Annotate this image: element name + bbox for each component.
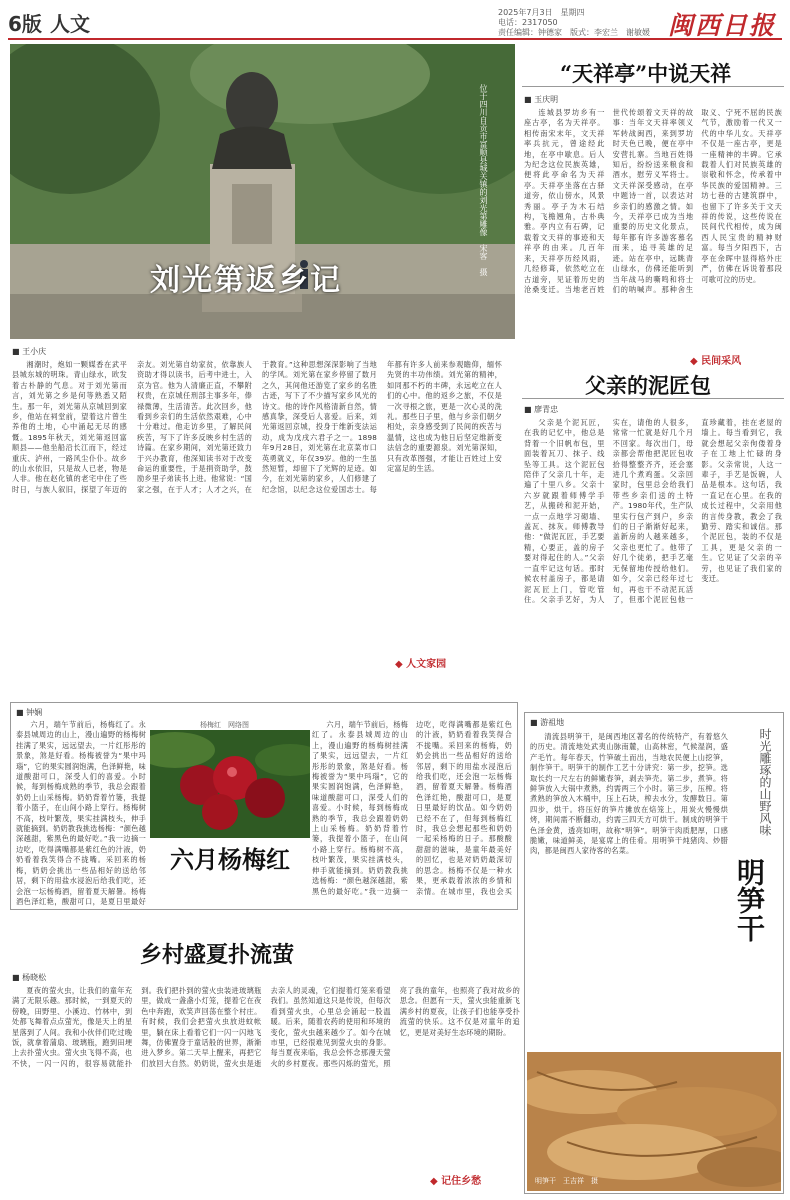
phone-line: 电话：2317050 (498, 18, 558, 27)
date-line: 2025年7月3日 星期四 (498, 8, 585, 17)
article3-text: 父亲是个泥瓦匠，在我的记忆中，他总是背着一个旧帆布包，里面装着瓦刀、抹子、线坠等工具。这个泥匠包陪伴了父亲几十年，走遍了十里八乡。父亲十六岁就跟着师傅学手艺，从搬砖和泥开始，一点一点地学习砌墙、盖瓦、抹灰。师傅教导他：“做泥瓦匠，手艺要精，心要正，盖的房子要对得起住的人。”父亲一直牢记这句话。那时候农村盖房子，都是请泥瓦匠上门，管吃管住。父亲手艺好，为人实在，请他的人很多，常常一忙就是好几个月不回家。每次出门，母亲都会帮他把泥匠包收拾得整整齐齐，还会塞进几个煮鸡蛋。父亲回家时，包里总会给我们带些乡亲们送的土特产。1980年代，生产队里实行包产到户，乡亲们的日子渐渐好起来，盖新房的人越来越多，父亲也更忙了。他带了好几个徒弟，把手艺毫无保留地传授给他们。如今，父亲已经年过七旬，再也干不动泥瓦活了，但那个泥匠包他一直珍藏着，挂在老屋的墙上。每当看到它，我就会想起父亲佝偻着身子在工地上忙碌的身影。父亲常说，人这一辈子，手艺是饭碗，人品是根本。这句话，我一直记在心里。在我的成长过程中，父亲用他的言传身教，教会了我勤劳、踏实和诚信。那个泥匠包，装的不仅是工具，更是父亲的一生。它见证了父亲的辛劳，也见证了我们家的变迁。 (524, 418, 782, 604)
article1-title: 刘光第返乡记 (150, 263, 342, 298)
page-info (498, 8, 650, 38)
article4-byline: ■ 钟娴 (16, 708, 43, 717)
article6-author: 游祖地 (540, 718, 565, 727)
bamboo-shoot-photo (527, 1052, 781, 1191)
article1-author: 王小庆 (22, 347, 47, 356)
article3-title: 父亲的泥匠包 (585, 373, 711, 398)
article2-rule (522, 86, 784, 87)
article1-tag-text: 人文家园 (406, 659, 447, 670)
article3-rule (522, 398, 784, 399)
article4-text-right: 六月，端午节前后，杨梅红了。永泰县城周边的山上，漫山遍野的杨梅树挂满了果实，远远望去，一片红彤彤的景象，煞是好看。杨梅被誉为“果中玛瑙”，它的果实圆润饱满，色泽鲜艳，味道酸甜可口，深受人们的喜爱。小时候，每到杨梅成熟的季节，我总会跟着奶奶上山采杨梅。奶奶背着竹篓，我提着小篮子，在山间小路上穿行。杨梅树不高，枝叶繁茂，果实挂满枝头，伸手就能摘到。奶奶教我挑选杨梅：“颜色越深越甜，紫黑色的最好吃。”我一边摘一边吃，吃得满嘴都是紫红色的汁液，奶奶看着我笑得合不拢嘴。采回来的杨梅，奶奶会挑出一些品相好的送给邻居，剩下的用盐水浸泡后给我们吃，还会泡一坛杨梅酒，留着夏天解暑。杨梅酒色泽红艳，酸甜可口，是夏日里最好的饮品。如今奶奶已经不在了，但每到杨梅红时，我总会想起那些和奶奶一起采杨梅的日子。那酸酸甜甜的滋味，是童年最美好的回忆，也是对奶奶最深切的思念。杨梅不仅是一种水果，更承载着浓浓的乡情和亲情。在城市里，我也会买 (312, 720, 512, 896)
article6-text: 清流县明笋干，是闽西地区著名的传统特产，有着悠久的历史。清流地处武夷山脉南麓，山高林密，气候湿润，盛产毛竹。每年春天，竹笋破土而出，当地农民便上山挖笋，制作笋干。明笋干的制作工艺十分讲究：第一步，挖笋。选取长约一尺左右的鲜嫩春笋，剥去笋壳。第二步，煮笋。将鲜笋放入大锅中煮熟，约需两三个小时。第三步，压榨。将煮熟的笋放入木桶中，压上石块，榨去水分，发酵数日。第四步，烘干。将压好的笋片摊放在焙笼上，用炭火慢慢烘烤，期间需不断翻动，约需三四天方可烘干。制成的明笋干色泽金黄，透亮如明，故称“明笋”。明笋干肉质肥厚，口感脆嫩，味道鲜美，是宴席上的佳肴。用明笋干炖猪肉、炒腊肉，都是闽西人家待客的名菜。 (530, 732, 728, 856)
editor-line: 责任编辑：钟德家 版式：李宏兰 谢敏媛 (498, 28, 650, 37)
article5-title: 乡村盛夏扑流萤 (140, 942, 295, 968)
article2-tag: ◆ 民间采风 (690, 356, 742, 367)
section-name: 人文 (50, 12, 90, 36)
article5-author: 杨晓松 (22, 973, 47, 982)
article6-byline: ■ 游祖地 (530, 718, 565, 727)
article1-text: 湘潮时，炮如一颗媒香在武平县城东城的明珠。青山绿水，欧发着古朴静的气息。对于刘光第而言，刘光第之乡是何等熟悉又陌生。那一年，刘光第从京城回到家乡，他站在祠堂前，望着这片曾生养他的土地，心中涌起无尽的感慨。1895年秋天，刘光第返回富顺县——他坐船沿长江而下，经过重庆、泸州，一路风尘仆仆。故乡的山水依旧，只是故人已老，物是人非。他在赵化镇的老宅中住了些时日，与族人叙旧，探望了年迈的亲友。刘光第自幼家贫，依靠族人资助才得以读书，后考中进士，入京为官。他为人清廉正直，不攀附权贵，在京城任刑部主事多年，俸禄微薄，生活清苦。此次回乡，他看到乡亲们的生活依然艰难，心中十分难过。他走访乡里，了解民间疾苦，写下了许多反映乡村生活的诗篇。在家乡期间，刘光第还致力于兴办教育，他深知读书对于改变命运的重要性，于是捐资助学，鼓励乡里子弟读书上进。他常说：“国家之强，在于人才；人才之兴，在于教育。”这种思想深深影响了当地的学风。刘光第在家乡停留了数月之久，其间他还游览了家乡的名胜古迹，写下了不少描写家乡风光的诗文。他的诗作风格清新自然，情感真挚，深受后人喜爱。后来，刘光第返回京城，投身于维新变法运动，成为戊戌六君子之一。1898年9月28日，刘光第在北京菜市口英勇就义，年仅39岁。他的一生虽然短暂，却留下了光辉的足迹。如今，在刘光第的家乡，人们修建了纪念馆，以纪念这位爱国志士。每年都有许多人前来参观瞻仰，缅怀先贤的丰功伟绩。刘光第的精神，如同那不朽的丰碑，永远屹立在人们的心中。他的返乡之旅，不仅是一次寻根之旅，更是一次心灵的洗礼。那些日子里，他与乡亲们朝夕相处，亲身感受到了民间的疾苦与温情，这也成为他日后坚定维新变法信念的重要源泉。刘光第深知，只有改革图强，才能让百姓过上安定富足的生活。 (12, 360, 502, 494)
article2-byline: ■ 玉庆明 (524, 95, 559, 104)
article3-byline: ■ 廖青忠 (524, 405, 559, 414)
photo-caption: 位于四川自贡市富顺县城关镇的刘光第雕像 宋客 摄 (479, 84, 488, 276)
article4-text: 六月，端午节前后，杨梅红了。永泰县城周边的山上，漫山遍野的杨梅树挂满了果实，远远望去，一片红彤彤的景象，煞是好看。杨梅被誉为“果中玛瑙”，它的果实圆润饱满，色泽鲜艳，味道酸甜可口，深受人们的喜爱。小时候，每到杨梅成熟的季节，我总会跟着奶奶上山采杨梅。奶奶背着竹篓，我提着小篮子，在山间小路上穿行。杨梅树不高，枝叶繁茂，果实挂满枝头，伸手就能摘到。奶奶教我挑选杨梅：“颜色越深越甜，紫黑色的最好吃。”我一边摘一边吃，吃得满嘴都是紫红色的汁液，奶奶看着我笑得合不拢嘴。采回来的杨梅，奶奶会挑出一些品相好的送给邻居，剩下的用盐水浸泡后给我们吃，还会泡一坛杨梅酒，留着夏天解暑。杨梅酒色泽红艳，酸甜可口，是夏日里最好 (16, 720, 146, 906)
article4-author: 钟娴 (26, 708, 43, 717)
article3-body (524, 418, 782, 703)
bayberry-photo (150, 730, 310, 838)
article5-tag-text: 记住乡愁 (441, 1176, 482, 1187)
bamboo-caption: 明笋干 王吉祥 摄 (535, 1177, 598, 1185)
article2-author: 玉庆明 (534, 95, 559, 104)
article4-body (16, 720, 146, 906)
article2-body (524, 108, 782, 368)
article3-author: 廖青忠 (534, 405, 559, 414)
article6-body (530, 732, 728, 1052)
article2-title: “天祥亭”中说天祥 (560, 61, 732, 86)
article4-body-right (312, 720, 512, 906)
bayberry-photo-drawing (150, 730, 310, 838)
newspaper-logo: 闽西日报 (668, 11, 777, 40)
article4-title: 六月杨梅红 (170, 845, 290, 874)
article2-tag-text: 民间采风 (701, 356, 742, 367)
article1-byline: ■ 王小庆 (12, 347, 47, 356)
article6-subtitle: 时光雕琢的山野风味 (758, 728, 772, 836)
article5-tag: ◆ 记住乡愁 (430, 1176, 482, 1187)
article2-text: 连城县罗坊乡有一座古亭，名为天祥亭。相传南宋末年，文天祥率兵抗元，曾途经此地，在亭中歇息。后人为纪念这位民族英雄，便将此亭命名为天祥亭。天祥亭坐落在古驿道旁，依山傍水，风景秀丽。亭子为木石结构，飞檐翘角，古朴典雅。亭内立有石碑，记载着文天祥的事迹和天祥亭的由来。几百年来，天祥亭历经风雨，几经修葺，依然屹立在古道旁，见证着历史的沧桑变迁。当地老百姓世代传颂着文天祥的故事：当年文天祥率领义军转战闽西，来到罗坊时天色已晚，便在亭中安营扎寨。当地百姓得知后，纷纷送来粮食和酒水，慰劳义军将士。文天祥深受感动，在亭中题诗一首，以表达对乡亲们的感激之情。如今，天祥亭已成为当地重要的历史文化景点，每年都有许多游客慕名而来，追寻英雄的足迹。站在亭中，远眺青山绿水，仿佛还能听到当年战马的嘶鸣和将士们的呐喊声。那种舍生取义、宁死不屈的民族气节，激励着一代又一代的中华儿女。天祥亭不仅是一座古亭，更是一座精神的丰碑。它承载着人们对民族英雄的崇敬和怀念，传承着中华民族的爱国精神。三坊七巷的古建筑群中，也留下了许多关于文天祥的传说，这些传说在民间代代相传，成为闽西人民宝贵的精神财富。每当夕阳西下，古亭在余晖中显得格外庄严，仿佛在诉说着那段可歌可泣的历史。 (524, 108, 782, 294)
article6-title: 明笋干 (733, 858, 766, 942)
bayberry-caption: 杨梅红 网络图 (200, 721, 249, 729)
article1-tag: ◆ 人文家园 (395, 659, 447, 670)
bamboo-shoot-drawing (527, 1052, 781, 1191)
page-number: 6版 (8, 12, 42, 36)
page-header (8, 6, 782, 40)
article5-byline: ■ 杨晓松 (12, 973, 47, 982)
article1-body (12, 360, 502, 665)
article5-text: 夏夜的萤火虫，让我们的童年充满了无限乐趣。那时候，一到夏天的傍晚，田野里、小溪边、竹林中，到处都飞舞着点点萤光，像是天上的星星落到了人间。我和小伙伴们吃过晚饭，就拿着蒲扇、玻璃瓶，跑到田埂上去扑萤火虫。萤火虫飞得不高，也不快，一闪一闪的，很容易就能扑到。我们把扑到的萤火虫装进玻璃瓶里，做成一盏盏小灯笼，提着它在夜色中奔跑，欢笑声回荡在整个村庄。有时候，我们会把萤火虫放进蚊帐里，躺在床上看着它们一闪一闪地飞舞，仿佛置身于童话般的世界，渐渐进入梦乡。第二天早上醒来，再把它们放回大自然。奶奶说，萤火虫是逝去亲人的灵魂，它们提着灯笼来看望我们。虽然知道这只是传说，但每次看到萤火虫，心里总会涌起一股温暖。后来，随着农药的使用和环境的变化，萤火虫越来越少了。如今在城市里，已经很难见到萤火虫的身影。每当夏夜来临，我总会怀念那漫天萤火的乡村夏夜。那些闪烁的萤光，照亮了我的童年，也照亮了我对故乡的思念。但愿有一天，萤火虫能重新飞满乡村的夏夜，让孩子们也能享受扑流萤的快乐。这不仅是对童年的追忆，更是对美好生态环境的期盼。 (12, 986, 520, 1068)
article5-body (12, 986, 520, 1191)
